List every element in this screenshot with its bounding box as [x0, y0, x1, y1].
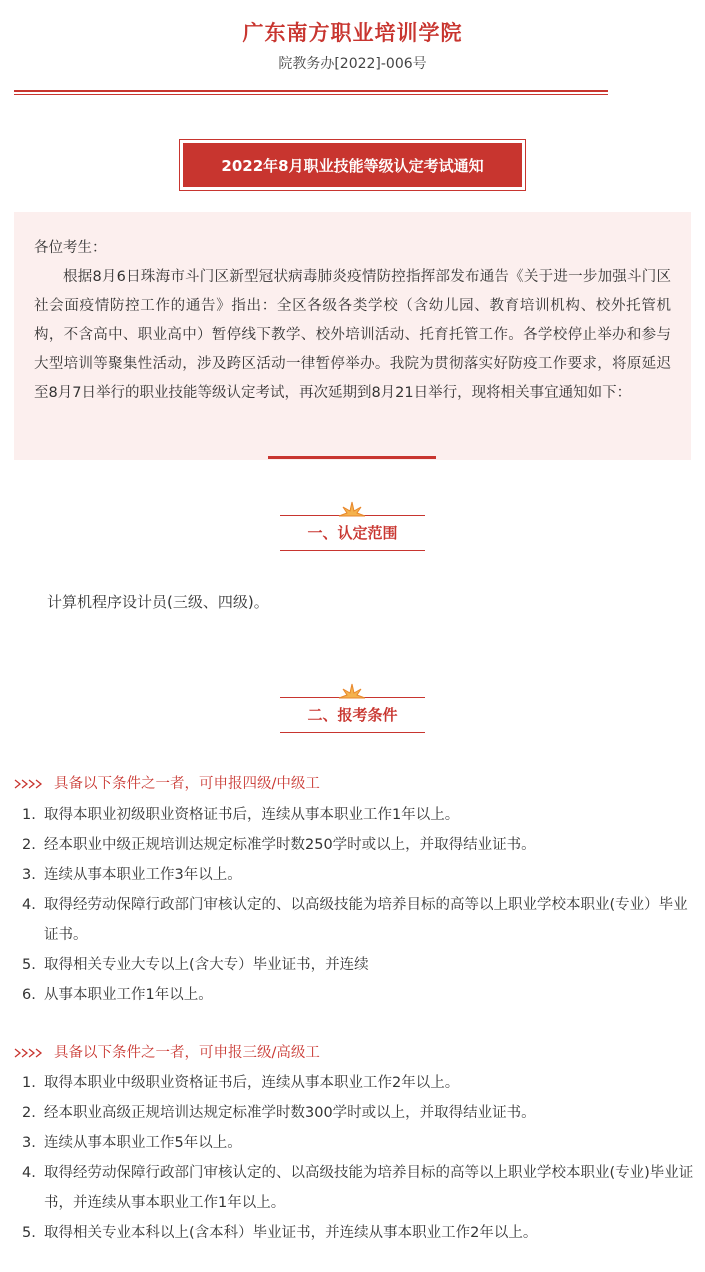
list-item: 3. 连续从事本职业工作3年以上。 [22, 867, 242, 883]
subheading-text: 具备以下条件之一者，可申报四级/中级工 [54, 776, 320, 792]
list-item: 2. 经本职业中级正规培训达规定标准学时数250学时或以上，并取得结业证书。 [22, 837, 536, 853]
list-item: 4. 取得经劳动保障行政部门审核认定的、以高级技能为培养目标的高等以上职业学校本职业(专业)毕业证书，并连续从事本职业工作1年以上。 [22, 1165, 694, 1211]
section-title: 二、报考条件 [307, 706, 398, 724]
org-title: 广东南方职业培训学院 [242, 21, 463, 45]
list-item: 4. 取得经劳动保障行政部门审核认定的、以高级技能为培养目标的高等以上职业学校本职业(专业）毕业证书。 [22, 897, 688, 943]
header-divider [14, 90, 608, 95]
list-item: 5. 取得相关专业大专以上(含大专）毕业证书，并连续 [22, 957, 369, 973]
list-item: 2. 经本职业高级正规培训达规定标准学时数300学时或以上，并取得结业证书。 [22, 1105, 536, 1121]
list-item: 3. 连续从事本职业工作5年以上。 [22, 1135, 242, 1151]
document-number: 院教务办[2022]-006号 [278, 56, 427, 72]
list-item: 5. 取得相关专业本科以上(含本科）毕业证书，并连续从事本职业工作2年以上。 [22, 1225, 538, 1241]
subheading-level3 [14, 1041, 320, 1065]
intro-underline [268, 456, 436, 459]
notice-title: 2022年8月职业技能等级认定考试通知 [183, 143, 522, 187]
intro-paragraph: 根据8月6日珠海市斗门区新型冠状病毒肺炎疫情防控指挥部发布通告《关于进一步加强斗门区社会面疫情防控工作的通告》指出：全区各级各类学校（含幼儿园、教育培训机构、校外托管机构，不含高中、职业高中）暂停线下教学、校外培训活动、托育托管工作。各学校停止举办和参与大型培训等聚集性活动，涉及跨区活动一律暂停举办。我院为贯彻落实好防疫工作要求，将原延迟至8月7日举行的职业技能等级认定考试，再次延期到8月21日举行，现将相关事宜通知如下： [34, 269, 671, 401]
list-item: 6. 从事本职业工作1年以上。 [22, 987, 213, 1003]
chevrons-right-icon [14, 1048, 44, 1058]
subheading-text: 具备以下条件之一者，可申报三级/高级工 [54, 1045, 320, 1061]
subheading-level4 [14, 772, 320, 796]
intro-section [14, 212, 691, 460]
list-item: 1. 取得本职业初级职业资格证书后，连续从事本职业工作1年以上。 [22, 807, 460, 823]
section-title: 一、认定范围 [307, 524, 398, 542]
list-item: 1. 取得本职业中级职业资格证书后，连续从事本职业工作2年以上。 [22, 1075, 460, 1091]
section-heading-scope [280, 500, 425, 560]
notice-title-box [179, 139, 526, 191]
document-header [0, 0, 705, 74]
conditions-list-level4 [14, 800, 694, 1010]
section-heading-conditions [280, 682, 425, 742]
scope-content: 计算机程序设计员(三级、四级)。 [47, 593, 269, 611]
greeting: 各位考生： [34, 240, 107, 256]
conditions-list-level3 [14, 1068, 694, 1248]
chevrons-right-icon [14, 779, 44, 789]
